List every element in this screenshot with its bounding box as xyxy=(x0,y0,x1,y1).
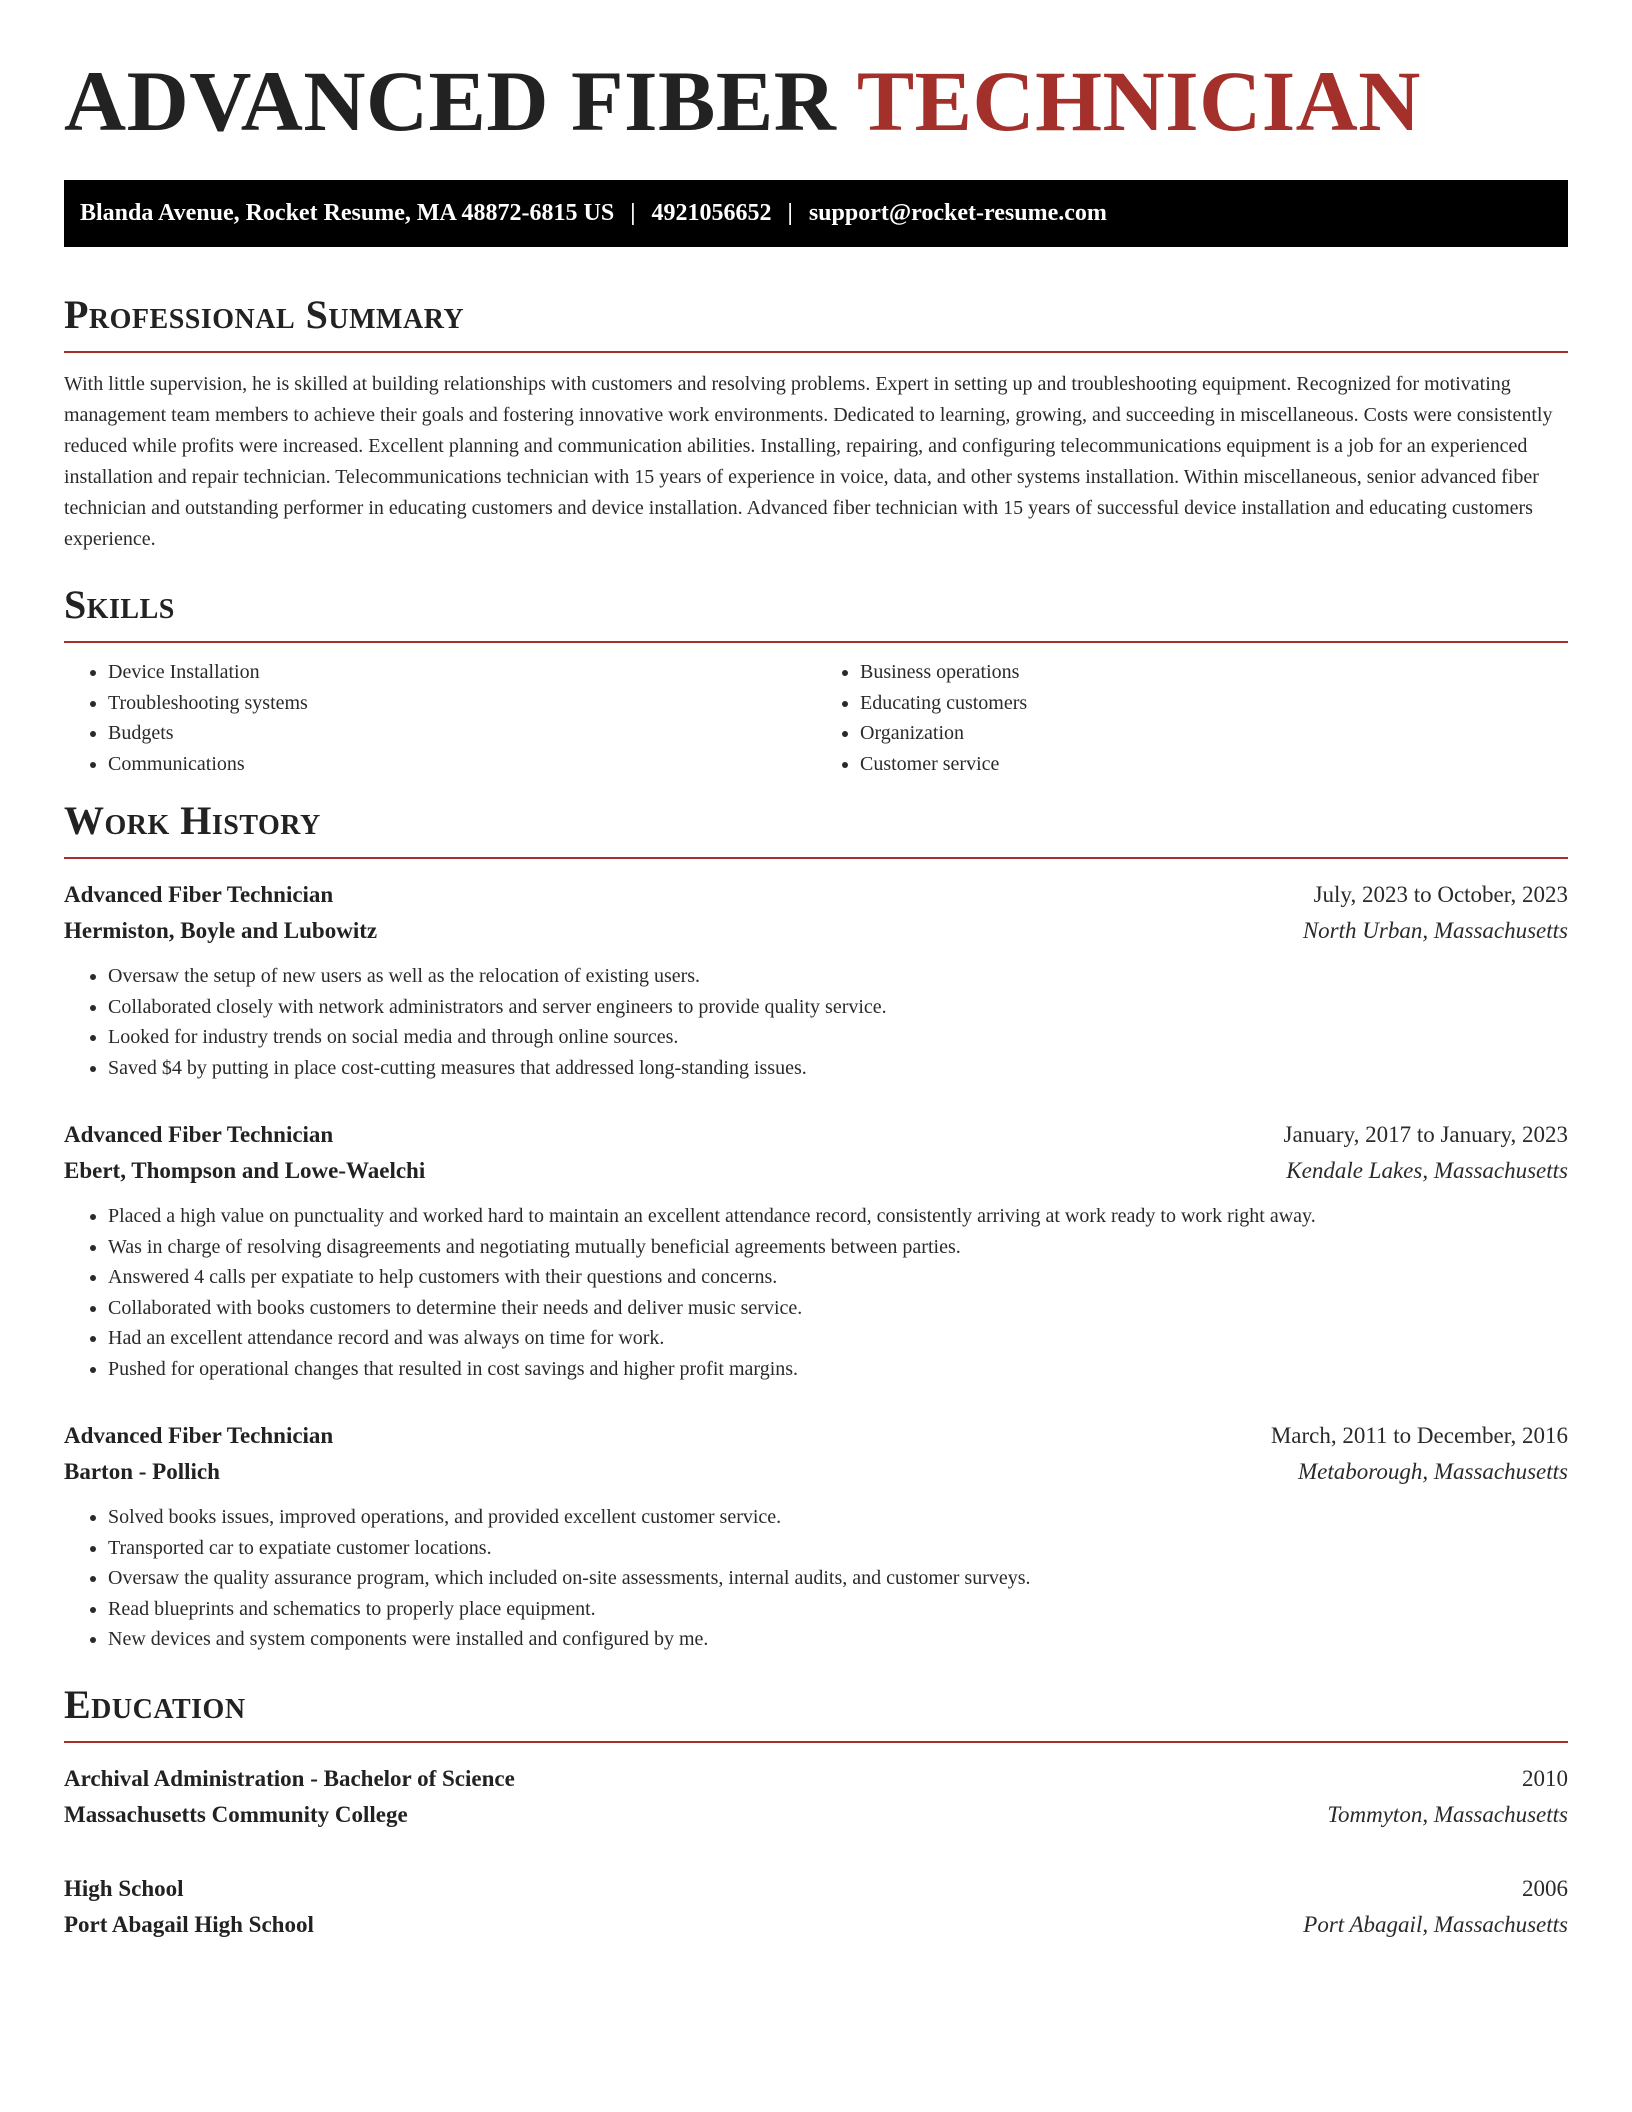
contact-bar xyxy=(64,180,1568,247)
education-school-row xyxy=(64,1797,1568,1833)
list-item: • Had an excellent attendance record and was always on time for work. xyxy=(108,1323,1568,1354)
skills-list xyxy=(64,657,1568,779)
education-year: 2006 xyxy=(1522,1875,1568,1901)
job-dates: January, 2017 to January, 2023 xyxy=(1283,1122,1568,1148)
job-bullets xyxy=(64,1502,1568,1655)
job-company: Barton - Pollich xyxy=(64,1459,220,1485)
list-item: • Looked for industry trends on social media and through online sources. xyxy=(108,1022,1568,1053)
contact-separator: | xyxy=(630,200,636,227)
title-main: ADVANCED FIBER xyxy=(64,53,837,149)
job-dates: July, 2023 to October, 2023 xyxy=(1313,882,1568,908)
list-item: • Collaborated with books customers to determine their needs and deliver music service. xyxy=(108,1293,1568,1324)
job-dates: March, 2011 to December, 2016 xyxy=(1270,1423,1568,1449)
list-item: • New devices and system components were installed and configured by me. xyxy=(108,1624,1568,1655)
page-title xyxy=(64,53,1568,149)
job-company-row xyxy=(64,1454,1568,1490)
job-location: North Urban, Massachusetts xyxy=(1302,918,1568,944)
education-heading: Education xyxy=(64,1681,246,1727)
job-bullets xyxy=(64,1201,1568,1384)
skill-item: • Troubleshooting systems xyxy=(108,688,816,719)
list-item: • Was in charge of resolving disagreements and negotiating mutually beneficial agreements between parties. xyxy=(108,1232,1568,1263)
job-entry xyxy=(64,1117,1568,1384)
job-company: Ebert, Thompson and Lowe-Waelchi xyxy=(64,1158,426,1184)
list-item: • Read blueprints and schematics to properly place equipment. xyxy=(108,1594,1568,1625)
education-header-row xyxy=(64,1871,1568,1907)
job-bullets xyxy=(64,961,1568,1083)
education-entry xyxy=(64,1871,1568,1943)
education-school: Massachusetts Community College xyxy=(64,1801,408,1827)
education-school-row xyxy=(64,1907,1568,1943)
skills-column-right xyxy=(816,657,1568,779)
list-item: • Placed a high value on punctuality and worked hard to maintain an excellent attendance record, consistently arriving at work ready to work right away. xyxy=(108,1201,1568,1232)
education-list xyxy=(64,1761,1568,1943)
skill-item: • Communications xyxy=(108,749,816,780)
education-entry xyxy=(64,1761,1568,1833)
list-item: • Answered 4 calls per expatiate to help customers with their questions and concerns. xyxy=(108,1262,1568,1293)
job-header-row xyxy=(64,877,1568,913)
list-item: • Oversaw the setup of new users as well as the relocation of existing users. xyxy=(108,961,1568,992)
list-item: • Collaborated closely with network administrators and server engineers to provide quality service. xyxy=(108,992,1568,1023)
job-title: Advanced Fiber Technician xyxy=(64,1122,334,1148)
summary-text: With little supervision, he is skilled at building relationships with customers and resolving problems. Expert in setting up and troubleshooting equipment. Recognized for motivating management team members to achieve their goals and fostering innovative work environments. Dedicated to learning, growing, and succeeding in miscellaneous. Costs were consistently reduced while profits were increased. Excellent planning and communication abilities. Installing, repairing, and configuring telecommunications equipment is a job for an experienced installation and repair technician. Telecommunications technician with 15 years of experience in voice, data, and other systems installation. Within miscellaneous, senior advanced fiber technician and outstanding performer in educating customers and device installation. Advanced fiber technician with 15 years of successful device installation and educating customers experience. xyxy=(64,373,1553,551)
skill-item: • Device Installation xyxy=(108,657,816,688)
contact-separator: | xyxy=(787,200,793,227)
job-title: Advanced Fiber Technician xyxy=(64,1423,334,1449)
contact-address: Blanda Avenue, Rocket Resume, MA 48872-6815 US xyxy=(80,200,615,227)
list-item: • Transported car to expatiate customer locations. xyxy=(108,1533,1568,1564)
job-header-row xyxy=(64,1117,1568,1153)
job-company-row xyxy=(64,1153,1568,1189)
section-divider xyxy=(64,351,1568,353)
education-header-row xyxy=(64,1761,1568,1797)
contact-phone: 4921056652 xyxy=(651,200,772,227)
list-item: • Pushed for operational changes that resulted in cost savings and higher profit margins. xyxy=(108,1354,1568,1385)
skill-item: • Organization xyxy=(860,718,1568,749)
section-divider xyxy=(64,641,1568,643)
list-item: • Saved $4 by putting in place cost-cutting measures that addressed long-standing issues. xyxy=(108,1053,1568,1084)
summary-heading: Professional Summary xyxy=(64,292,465,338)
job-title: Advanced Fiber Technician xyxy=(64,882,334,908)
section-divider xyxy=(64,1741,1568,1743)
education-degree: Archival Administration - Bachelor of Science xyxy=(64,1765,515,1791)
job-company-row xyxy=(64,913,1568,949)
skill-item: • Educating customers xyxy=(860,688,1568,719)
education-location: Tommyton, Massachusetts xyxy=(1327,1801,1568,1827)
job-header-row xyxy=(64,1418,1568,1454)
job-location: Metaborough, Massachusetts xyxy=(1297,1459,1568,1485)
education-location: Port Abagail, Massachusetts xyxy=(1303,1911,1568,1937)
work-heading: Work History xyxy=(64,798,321,844)
list-item: • Oversaw the quality assurance program, which included on-site assessments, internal audits, and customer surveys. xyxy=(108,1563,1568,1594)
title-accent: TECHNICIAN xyxy=(856,53,1421,149)
job-location: Kendale Lakes, Massachusetts xyxy=(1286,1158,1568,1184)
skills-column-left xyxy=(64,657,816,779)
job-entry xyxy=(64,1418,1568,1655)
job-entry xyxy=(64,877,1568,1083)
skills-heading: Skills xyxy=(64,582,175,628)
list-item: • Solved books issues, improved operations, and provided excellent customer service. xyxy=(108,1502,1568,1533)
education-degree: High School xyxy=(64,1875,184,1901)
work-history xyxy=(64,877,1568,1655)
education-school: Port Abagail High School xyxy=(64,1911,314,1937)
contact-email: support@rocket-resume.com xyxy=(808,200,1107,227)
education-year: 2010 xyxy=(1522,1765,1568,1791)
skill-item: • Budgets xyxy=(108,718,816,749)
section-divider xyxy=(64,857,1568,859)
skill-item: • Customer service xyxy=(860,749,1568,780)
job-company: Hermiston, Boyle and Lubowitz xyxy=(64,918,378,944)
skill-item: • Business operations xyxy=(860,657,1568,688)
